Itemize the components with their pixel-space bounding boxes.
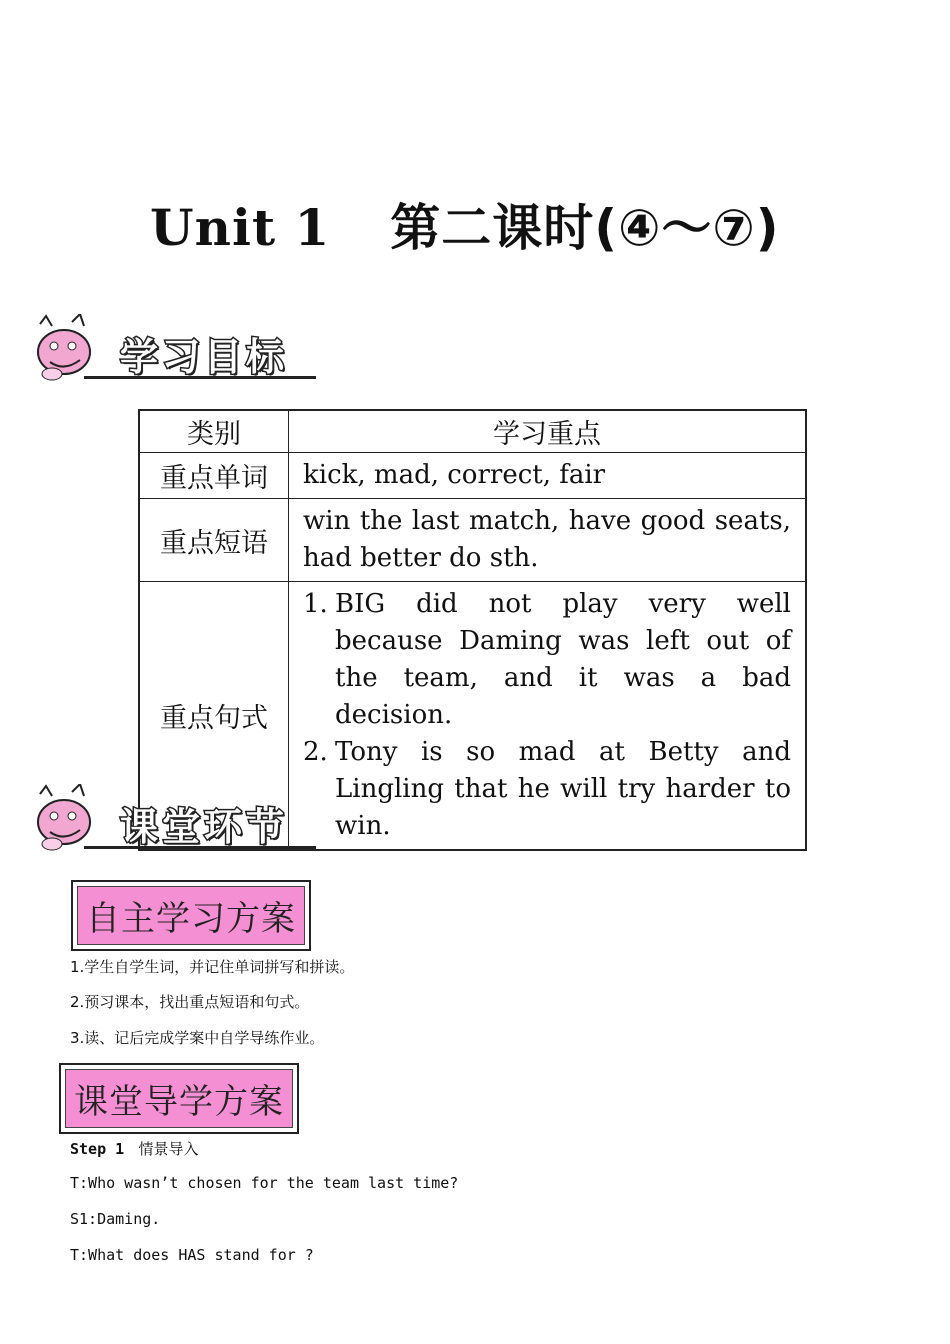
table-row [139, 453, 806, 499]
guided-study-title: 课堂导学方案 [65, 1069, 293, 1128]
dialogue-line: T:What does HAS stand for ? [70, 1246, 314, 1264]
self-study-box [71, 880, 311, 951]
unit-label: Unit 1 [150, 198, 331, 257]
section-underline [84, 846, 316, 849]
list-item: 2.预习课本，找出重点短语和句式。 [70, 993, 310, 1011]
list-item: 1.学生自学生词，并记住单词拼写和拼读。 [70, 958, 355, 976]
row-content: kick, mad, correct, fair [289, 453, 807, 499]
section-title: 课堂环节 [120, 805, 289, 849]
row-content: win the last match, have good seats, had better do sth. [289, 499, 807, 582]
item-text: Tony is so mad at Betty and Lingling that he will try harder to win. [335, 737, 791, 841]
dialogue-line: T:Who wasn’t chosen for the team last time? [70, 1174, 459, 1192]
mascot-icon [32, 314, 102, 384]
row-content [289, 582, 807, 851]
guided-study-box [59, 1063, 299, 1134]
header-focus: 学习重点 [289, 410, 807, 453]
table-header-row [139, 410, 806, 453]
row-category: 重点句式 [139, 582, 289, 851]
self-study-title: 自主学习方案 [77, 886, 305, 945]
section-title: 学习目标 [120, 335, 289, 379]
step-title: 情景导入 [138, 1140, 199, 1158]
mascot-icon [32, 784, 102, 854]
section-header-classroom [32, 784, 322, 854]
list-item: 3.读、记后完成学案中自学导练作业。 [70, 1029, 325, 1047]
row-category: 重点单词 [139, 453, 289, 499]
step-heading [70, 1138, 199, 1159]
item-number: 1. [303, 589, 328, 619]
row-category: 重点短语 [139, 499, 289, 582]
list-item [303, 734, 791, 845]
section-header-objectives [32, 314, 322, 384]
lesson-label: 第二课时(④～⑦) [390, 199, 780, 257]
page-title [150, 188, 850, 260]
header-category: 类别 [139, 410, 289, 453]
item-text: BIG did not play very well because Daming was left out of the team, and it was a bad decision. [335, 589, 791, 730]
list-item [303, 586, 791, 734]
item-number: 2. [303, 737, 328, 767]
table-row [139, 499, 806, 582]
section-underline [84, 376, 316, 379]
step-label: Step 1 [70, 1140, 125, 1158]
dialogue-line: S1:Daming. [70, 1210, 161, 1228]
